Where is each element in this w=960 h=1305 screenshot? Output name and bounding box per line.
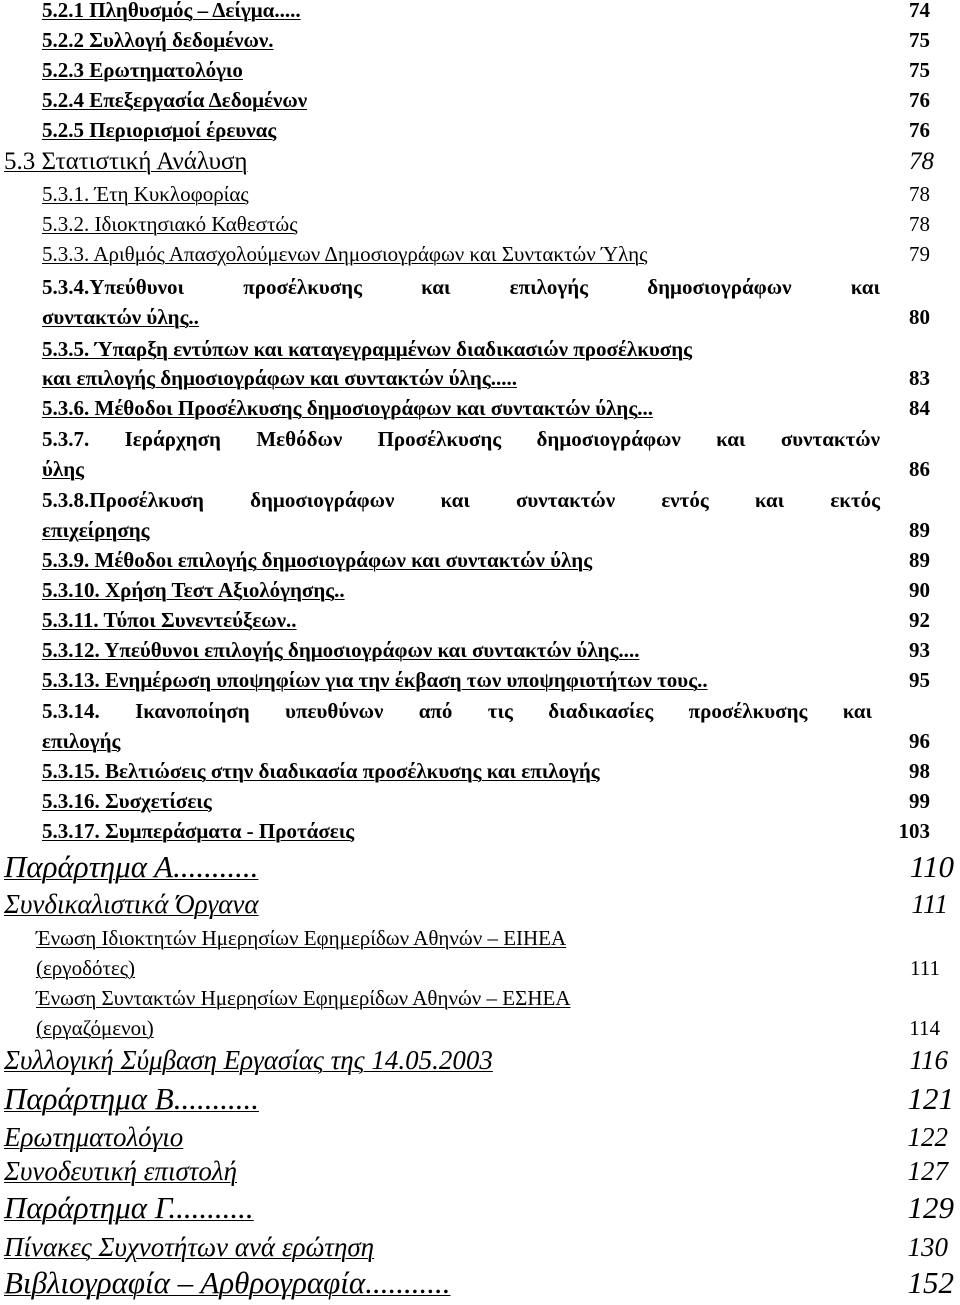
toc-page-number: 76 — [909, 88, 930, 112]
toc-entry[interactable]: Παράρτημα Β........... — [4, 1081, 259, 1116]
toc-entry[interactable]: 5.3.13. Ενημέρωση υποψηφίων για την έκβαση των υποψηφιοτήτων τους.. — [42, 668, 708, 692]
toc-entry[interactable]: 5.2.4 Επεξεργασία Δεδομένων — [42, 88, 308, 112]
toc-entry[interactable]: Πίνακες Συχνοτήτων ανά ερώτηση — [4, 1232, 375, 1262]
toc-page-number: 99 — [909, 789, 930, 813]
toc-page-number: 96 — [909, 729, 930, 753]
toc-entry[interactable]: 5.3.8.Προσέλκυση δημοσιογράφων και συντακτών εντός και εκτός — [42, 488, 880, 512]
toc-entry-continuation[interactable]: συντακτών ύλης.. — [42, 305, 199, 329]
toc-entry[interactable]: 5.3.16. Συσχετίσεις — [42, 789, 212, 813]
toc-page-number: 114 — [909, 1016, 940, 1040]
toc-page-number: 80 — [909, 305, 930, 329]
toc-entry-continuation[interactable]: και επιλογής δημοσιογράφων και συντακτών ύλης..... — [42, 366, 517, 390]
toc-entry[interactable]: Συνοδευτική επιστολή — [4, 1156, 238, 1186]
toc-page-number: 78 — [909, 182, 930, 206]
toc-page-number: 111 — [910, 956, 940, 980]
toc-page-number: 89 — [909, 518, 930, 542]
toc-page-number: 79 — [909, 242, 930, 266]
toc-entry-continuation[interactable]: (εργοδότες) — [36, 956, 136, 980]
toc-entry-continuation[interactable]: ύλης — [42, 457, 84, 481]
toc-entry[interactable]: 5.3.5. Ύπαρξη εντύπων και καταγεγραμμένων διαδικασιών προσέλκυσης — [42, 337, 693, 361]
toc-page-number: 98 — [909, 759, 930, 783]
toc-entry[interactable]: Παράρτημα Γ........... — [4, 1190, 254, 1225]
toc-entry[interactable]: 5.2.5 Περιορισμοί έρευνας — [42, 118, 277, 142]
toc-entry[interactable]: 5.3 Στατιστική Ανάλυση — [4, 148, 248, 175]
toc-entry[interactable]: 5.2.3 Ερωτηματολόγιο — [42, 58, 243, 82]
toc-page-number: 152 — [907, 1265, 954, 1300]
toc-entry[interactable]: 5.3.2. Ιδιοκτησιακό Καθεστώς — [42, 212, 298, 236]
toc-entry[interactable]: Συλλογική Σύμβαση Εργασίας της 14.05.2003 — [4, 1045, 493, 1075]
toc-entry[interactable]: Βιβλιογραφία – Αρθρογραφία........... — [4, 1265, 451, 1300]
toc-entry[interactable]: 5.3.17. Συμπεράσματα - Προτάσεις — [42, 819, 355, 843]
toc-entry[interactable]: 5.3.12. Υπεύθυνοι επιλογής δημοσιογράφων και συντακτών ύλης.... — [42, 638, 640, 662]
toc-entry-continuation[interactable]: επιχείρησης — [42, 518, 150, 542]
toc-page-number: 95 — [909, 668, 930, 692]
toc-page-number: 84 — [909, 396, 930, 420]
toc-page-number: 127 — [907, 1156, 948, 1186]
toc-entry[interactable]: 5.3.15. Βελτιώσεις στην διαδικασία προσέλκυσης και επιλογής — [42, 759, 600, 783]
toc-page-number: 122 — [907, 1122, 948, 1152]
toc-page-number: 75 — [909, 28, 930, 52]
toc-page-number: 78 — [909, 212, 930, 236]
toc-page-number: 116 — [909, 1045, 948, 1075]
toc-entry[interactable]: 5.3.10. Χρήση Τεστ Αξιολόγησης.. — [42, 578, 345, 602]
toc-page-number: 129 — [907, 1190, 954, 1225]
toc-page-number: 74 — [909, 0, 930, 22]
toc-page-number: 93 — [909, 638, 930, 662]
toc-entry[interactable]: Ένωση Συντακτών Ημερησίων Εφημερίδων Αθηνών – ΕΣΗΕΑ — [36, 986, 571, 1010]
toc-page-number: 121 — [907, 1081, 954, 1116]
toc-entry-continuation[interactable]: (εργαζόμενοι) — [36, 1016, 154, 1040]
toc-page-number: 75 — [909, 58, 930, 82]
toc-page-number: 76 — [909, 118, 930, 142]
toc-entry[interactable]: 5.2.2 Συλλογή δεδομένων. — [42, 28, 274, 52]
toc-entry[interactable]: 5.3.1. Έτη Κυκλοφορίας — [42, 182, 249, 206]
toc-entry[interactable]: 5.3.11. Τύποι Συνεντεύξεων.. — [42, 608, 297, 632]
toc-entry[interactable]: Ερωτηματολόγιο — [4, 1122, 184, 1152]
toc-page-number: 78 — [909, 148, 934, 175]
toc-entry[interactable]: 5.3.14. Ικανοποίηση υπευθύνων από τις διαδικασίες προσέλκυσης και — [42, 699, 872, 723]
toc-entry[interactable]: 5.3.3. Αριθμός Απασχολούμενων Δημοσιογράφων και Συντακτών Ύλης — [42, 242, 648, 266]
toc-page-number: 86 — [909, 457, 930, 481]
toc-page-number: 90 — [909, 578, 930, 602]
toc-entry[interactable]: 5.2.1 Πληθυσμός – Δείγμα..... — [42, 0, 301, 22]
toc-entry[interactable]: 5.3.6. Μέθοδοι Προσέλκυσης δημοσιογράφων και συντακτών ύλης... — [42, 396, 653, 420]
toc-page-number: 111 — [911, 889, 948, 919]
toc-entry[interactable]: Ένωση Ιδιοκτητών Ημερησίων Εφημερίδων Αθηνών – ΕΙΗΕΑ — [36, 926, 567, 950]
toc-page-number: 110 — [909, 849, 954, 884]
toc-entry[interactable]: Συνδικαλιστικά Όργανα — [4, 889, 259, 919]
toc-entry[interactable]: Παράρτημα Α........... — [4, 849, 259, 884]
toc-entry[interactable]: 5.3.9. Μέθοδοι επιλογής δημοσιογράφων και συντακτών ύλης — [42, 548, 593, 572]
toc-page-number: 83 — [909, 366, 930, 390]
toc-page-number: 130 — [907, 1232, 948, 1262]
toc-page-number: 89 — [909, 548, 930, 572]
toc-entry[interactable]: 5.3.4.Υπεύθυνοι προσέλκυσης και επιλογής δημοσιογράφων και — [42, 275, 880, 299]
toc-page-number: 103 — [898, 819, 930, 843]
toc-entry-continuation[interactable]: επιλογής — [42, 729, 121, 753]
toc-page-number: 92 — [909, 608, 930, 632]
toc-entry[interactable]: 5.3.7. Ιεράρχηση Μεθόδων Προσέλκυσης δημοσιογράφων και συντακτών — [42, 427, 880, 451]
